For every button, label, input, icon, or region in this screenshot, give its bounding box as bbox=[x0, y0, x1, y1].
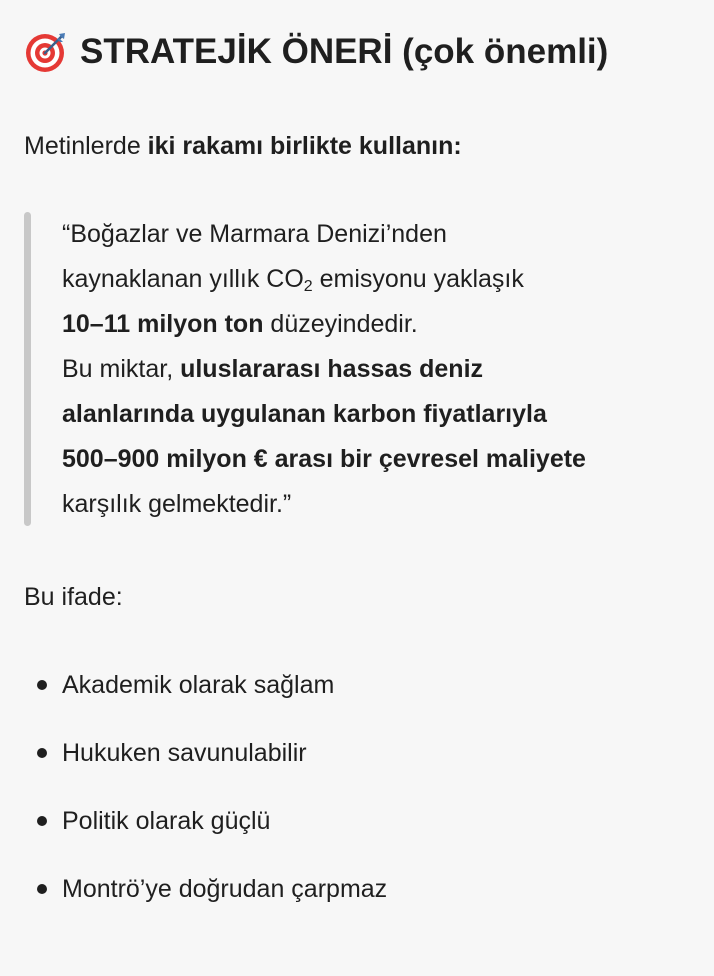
bullet-dot-icon bbox=[37, 748, 47, 758]
list-item bbox=[24, 733, 387, 801]
bu-ifade-paragraph: Bu ifade: bbox=[24, 583, 123, 611]
quote-line bbox=[62, 482, 702, 527]
bullet-dot-icon bbox=[37, 884, 47, 894]
list-item-text: Montrö’ye doğrudan çarpmaz bbox=[62, 875, 388, 903]
quote-line2-subscript: 2 bbox=[303, 278, 313, 295]
quote-line bbox=[62, 302, 702, 347]
intro-bold: iki rakamı birlikte kullanın: bbox=[147, 132, 462, 160]
bullet-list bbox=[24, 665, 387, 937]
quote-line3-rest: düzeyindedir. bbox=[263, 310, 418, 338]
list-item-text: Politik olarak güçlü bbox=[62, 807, 271, 835]
quote-line2-a: kaynaklanan yıllık CO bbox=[62, 265, 304, 293]
quote-line bbox=[62, 392, 702, 437]
quote-line4-bold: uluslararası hassas deniz bbox=[180, 355, 484, 383]
bullet-dot-icon bbox=[37, 680, 47, 690]
quote-line7: karşılık gelmektedir.” bbox=[62, 490, 292, 518]
intro-prefix: Metinlerde bbox=[24, 132, 148, 160]
quote-line2-b: emisyonu yaklaşık bbox=[312, 265, 524, 293]
intro-paragraph bbox=[24, 126, 462, 166]
quote-line1: “Boğazlar ve Marmara Denizi’nden bbox=[62, 220, 447, 248]
direct-hit-target-icon bbox=[24, 30, 68, 74]
heading-text: STRATEJİK ÖNERİ (çok önemli) bbox=[80, 32, 609, 71]
section-heading bbox=[24, 26, 608, 78]
blockquote bbox=[24, 212, 684, 526]
list-item bbox=[24, 801, 387, 869]
quote-line3-bold: 10–11 milyon ton bbox=[62, 310, 264, 338]
list-item bbox=[24, 869, 387, 937]
quote-line bbox=[62, 437, 702, 482]
quote-line bbox=[62, 212, 702, 257]
quote-line4-a: Bu miktar, bbox=[62, 355, 181, 383]
quote-line6-bold: 500–900 milyon € arası bir çevresel maliyete bbox=[62, 445, 586, 473]
blockquote-bar bbox=[24, 212, 31, 526]
list-item-text: Akademik olarak sağlam bbox=[62, 671, 335, 699]
quote-line bbox=[62, 257, 702, 302]
list-item-text: Hukuken savunulabilir bbox=[62, 739, 307, 767]
quote-line5-bold: alanlarında uygulanan karbon fiyatlarıyla bbox=[62, 400, 547, 428]
blockquote-text bbox=[62, 212, 702, 527]
quote-line bbox=[62, 347, 702, 392]
bullet-dot-icon bbox=[37, 816, 47, 826]
list-item bbox=[24, 665, 387, 733]
